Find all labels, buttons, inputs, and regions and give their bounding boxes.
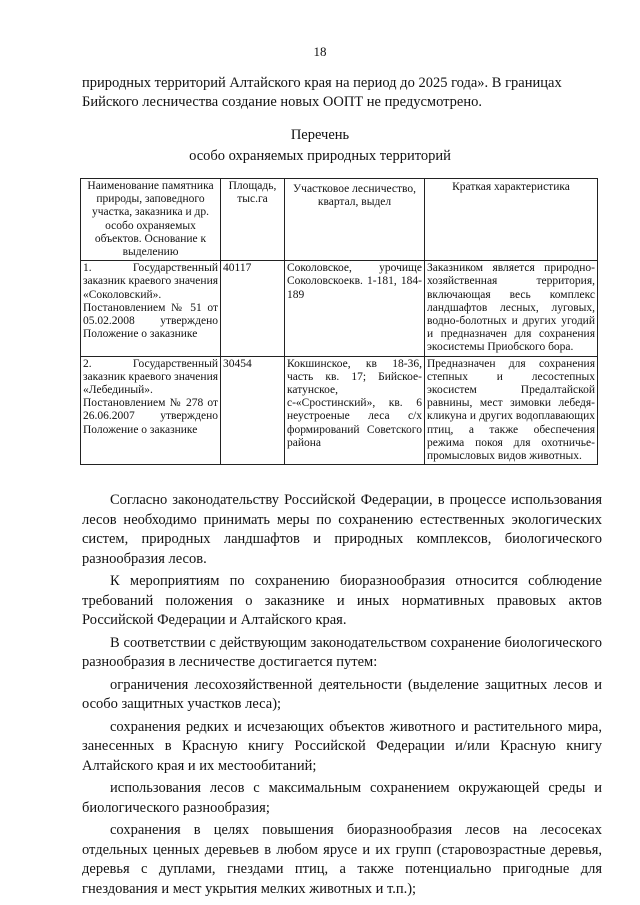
cell-area: 30454 [221, 356, 285, 465]
table-header-row [81, 179, 598, 261]
header-description: Краткая характеристика [425, 179, 598, 261]
intro-paragraph: природных территорий Алтайского края на период до 2025 года». В границах Бийского лесничества создание новых ООПТ не предусмотрено. [82, 75, 562, 110]
list-item: использования лесов с максимальным сохранением окружающей среды и биологического разнообразия; [82, 780, 602, 816]
cell-name: 1. Государственный заказник краевого значения «Соколовский». Постановлением № 51 от 05.02.2008 утверждено Положение о заказнике [81, 261, 221, 356]
page-number: 18 [313, 44, 327, 59]
header-area: Площадь, тыс.га [221, 179, 285, 261]
header-name: Наименование памятника природы, заповедного участка, заказника и др. особо охраняемых объектов. Основание к выделению [81, 179, 221, 261]
cell-location: Соколовское, урочище Соколовскоекв. 1-181, 184-189 [285, 261, 425, 356]
list-item: сохранения в целях повышения биоразнообразия лесов на лесосеках отдельных ценных деревьев в любом ярусе и их групп (старовозрастные деревья, деревья с дуплами, гнездами птиц, а также потенциально пригодные для гнездования и мест укрытия мелких животных и т.п.); [82, 822, 602, 897]
header-location: Участковое лесничество, квартал, выдел [285, 179, 425, 261]
list-item: сохранения редких и исчезающих объектов животного и растительного мира, занесенных в Красную книгу Российской Федерации и/или Красную книгу Алтайского края и их местообитаний; [82, 718, 602, 774]
paragraph: К мероприятиям по сохранению биоразнообразия относится соблюдение требований положения о заказнике и иных нормативных правовых актов Российской Федерации и Алтайского края. [82, 573, 602, 628]
cell-location: Кокшинское, кв 18-36, часть кв. 17; Бийское-катунское, с-«Сростинский», кв. 6 неустроеные леса с/х формирований Советского района [285, 356, 425, 465]
list-item: ограничения лесохозяйственной деятельности (выделение защитных лесов и особо защитных участков леса); [82, 676, 602, 712]
title-line-1: Перечень [290, 127, 350, 143]
paragraph: В соответствии с действующим законодательством сохранение биологического разнообразия в лесничестве достигается путем: [82, 634, 602, 670]
body-text [82, 491, 602, 902]
paragraph: Согласно законодательству Российской Федерации, в процессе использования лесов необходимо принимать меры по сохранению естественных экологических систем, природных ландшафтов и природных комплексов, биологического разнообразия лесов. [82, 492, 602, 567]
table-row [81, 356, 598, 465]
cell-name: 2. Государственный заказник краевого значения «Лебединый». Постановлением № 278 от 26.06.2007 утверждено Положение о заказнике [81, 356, 221, 465]
table-row [81, 261, 598, 356]
title-line-2: особо охраняемых природных территорий [189, 148, 451, 164]
cell-description: Заказником является природно-хозяйственная территория, включающая весь комплекс ландшафтов лесных, луговых, водно-болотных и других угодий и предназначен для сохранения экосистемы Приобского бора. [425, 261, 598, 356]
cell-area: 40117 [221, 261, 285, 356]
list-title [0, 125, 640, 167]
cell-description: Предназначен для сохранения степных и лесостепных экосистем Предалтайской равнины, мест зимовки лебедя-кликуна и других водоплавающих птиц, а также обеспечения режима покоя для охотничье-промысловых видов животных. [425, 356, 598, 465]
protected-areas-table [80, 178, 598, 465]
